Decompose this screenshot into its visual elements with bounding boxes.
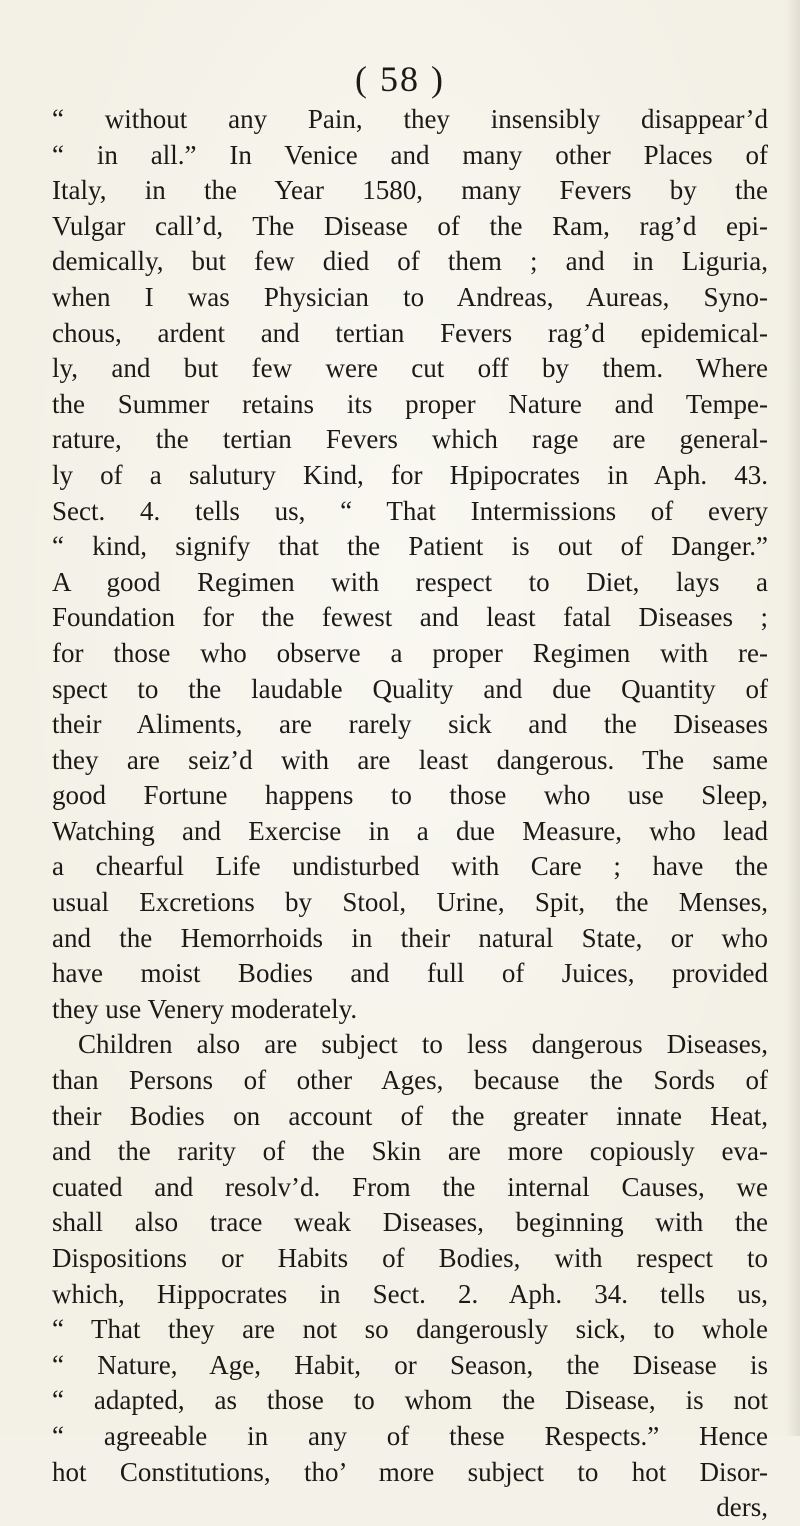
catchword: ders, (716, 1492, 768, 1523)
text-line: a chearful Life undisturbed with Care ; have the (52, 851, 768, 882)
text-line: “ without any Pain, they insensibly disappear’d (52, 104, 768, 134)
text-line: Vulgar call’d, The Disease of the Ram, rag’d epi- (52, 210, 768, 241)
page-number: ( 58 ) (355, 59, 445, 99)
text-line: Italy, in the Year 1580, many Fevers by the (52, 175, 768, 206)
page-edge-shadow (786, 0, 800, 1436)
text-line: Dispositions or Habits of Bodies, with respect to (52, 1243, 768, 1273)
text-line: good Fortune happens to those who use Sleep, (52, 780, 768, 811)
text-line: spect to the laudable Quality and due Quantity of (52, 673, 768, 704)
text-line: “ Nature, Age, Habit, or Season, the Disease is (52, 1349, 768, 1380)
text-line: when I was Physician to Andreas, Aureas, Syno- (52, 281, 768, 312)
text-line: they are seiz’d with are least dangerous. The same (52, 744, 768, 775)
text-line: Foundation for the fewest and least fatal Diseases ; (52, 602, 768, 633)
text-line: Sect. 4. tells us, “ That Intermissions of every (52, 495, 768, 526)
text-line: “ That they are not so dangerously sick, to whole (52, 1314, 768, 1345)
text-line: rature, the tertian Fevers which rage are general- (52, 424, 768, 455)
text-line: demically, but few died of them ; and in Liguria, (52, 246, 768, 277)
text-line: and the Hemorrhoids in their natural State, or who (52, 922, 768, 953)
text-line: and the rarity of the Skin are more copiously eva- (52, 1136, 768, 1167)
text-line: “ in all.” In Venice and many other Places of (52, 139, 768, 170)
text-line: usual Excretions by Stool, Urine, Spit, the Menses, (52, 887, 768, 918)
text-line: Watching and Exercise in a due Measure, who lead (52, 815, 768, 846)
text-line: have moist Bodies and full of Juices, provided (52, 958, 768, 989)
body-text (52, 102, 768, 1526)
text-line: shall also trace weak Diseases, beginning with the (52, 1207, 768, 1238)
text-line: ly, and but few were cut off by them. Where (52, 353, 768, 384)
text-line: ly of a salutury Kind, for Hpipocrates in Aph. 43. (52, 459, 768, 490)
text-line: cuated and resolv’d. From the internal Causes, we (52, 1171, 768, 1202)
text-line: for those who observe a proper Regimen with re- (52, 637, 768, 668)
text-line: their Bodies on account of the greater innate Heat, (52, 1100, 768, 1131)
text-line: they use Venery moderately. (52, 993, 358, 1024)
text-line: “ agreeable in any of these Respects.” Hence (52, 1420, 768, 1451)
text-line: A good Regimen with respect to Diet, lays a (52, 566, 768, 597)
text-line: chous, ardent and tertian Fevers rag’d epidemical- (52, 317, 768, 348)
text-line: the Summer retains its proper Nature and Tempe- (52, 388, 768, 419)
text-line: than Persons of other Ages, because the Sords of (52, 1065, 768, 1096)
text-line: which, Hippocrates in Sect. 2. Aph. 34. tells us, (52, 1278, 768, 1309)
text-line: their Aliments, are rarely sick and the Diseases (52, 709, 768, 740)
text-line: Children also are subject to less dangerous Diseases, (78, 1029, 768, 1060)
text-line: hot Constitutions, tho’ more subject to hot Disor- (52, 1456, 768, 1487)
text-line: “ kind, signify that the Patient is out of Danger.” (52, 531, 768, 562)
text-line: “ adapted, as those to whom the Disease, is not (52, 1385, 768, 1416)
